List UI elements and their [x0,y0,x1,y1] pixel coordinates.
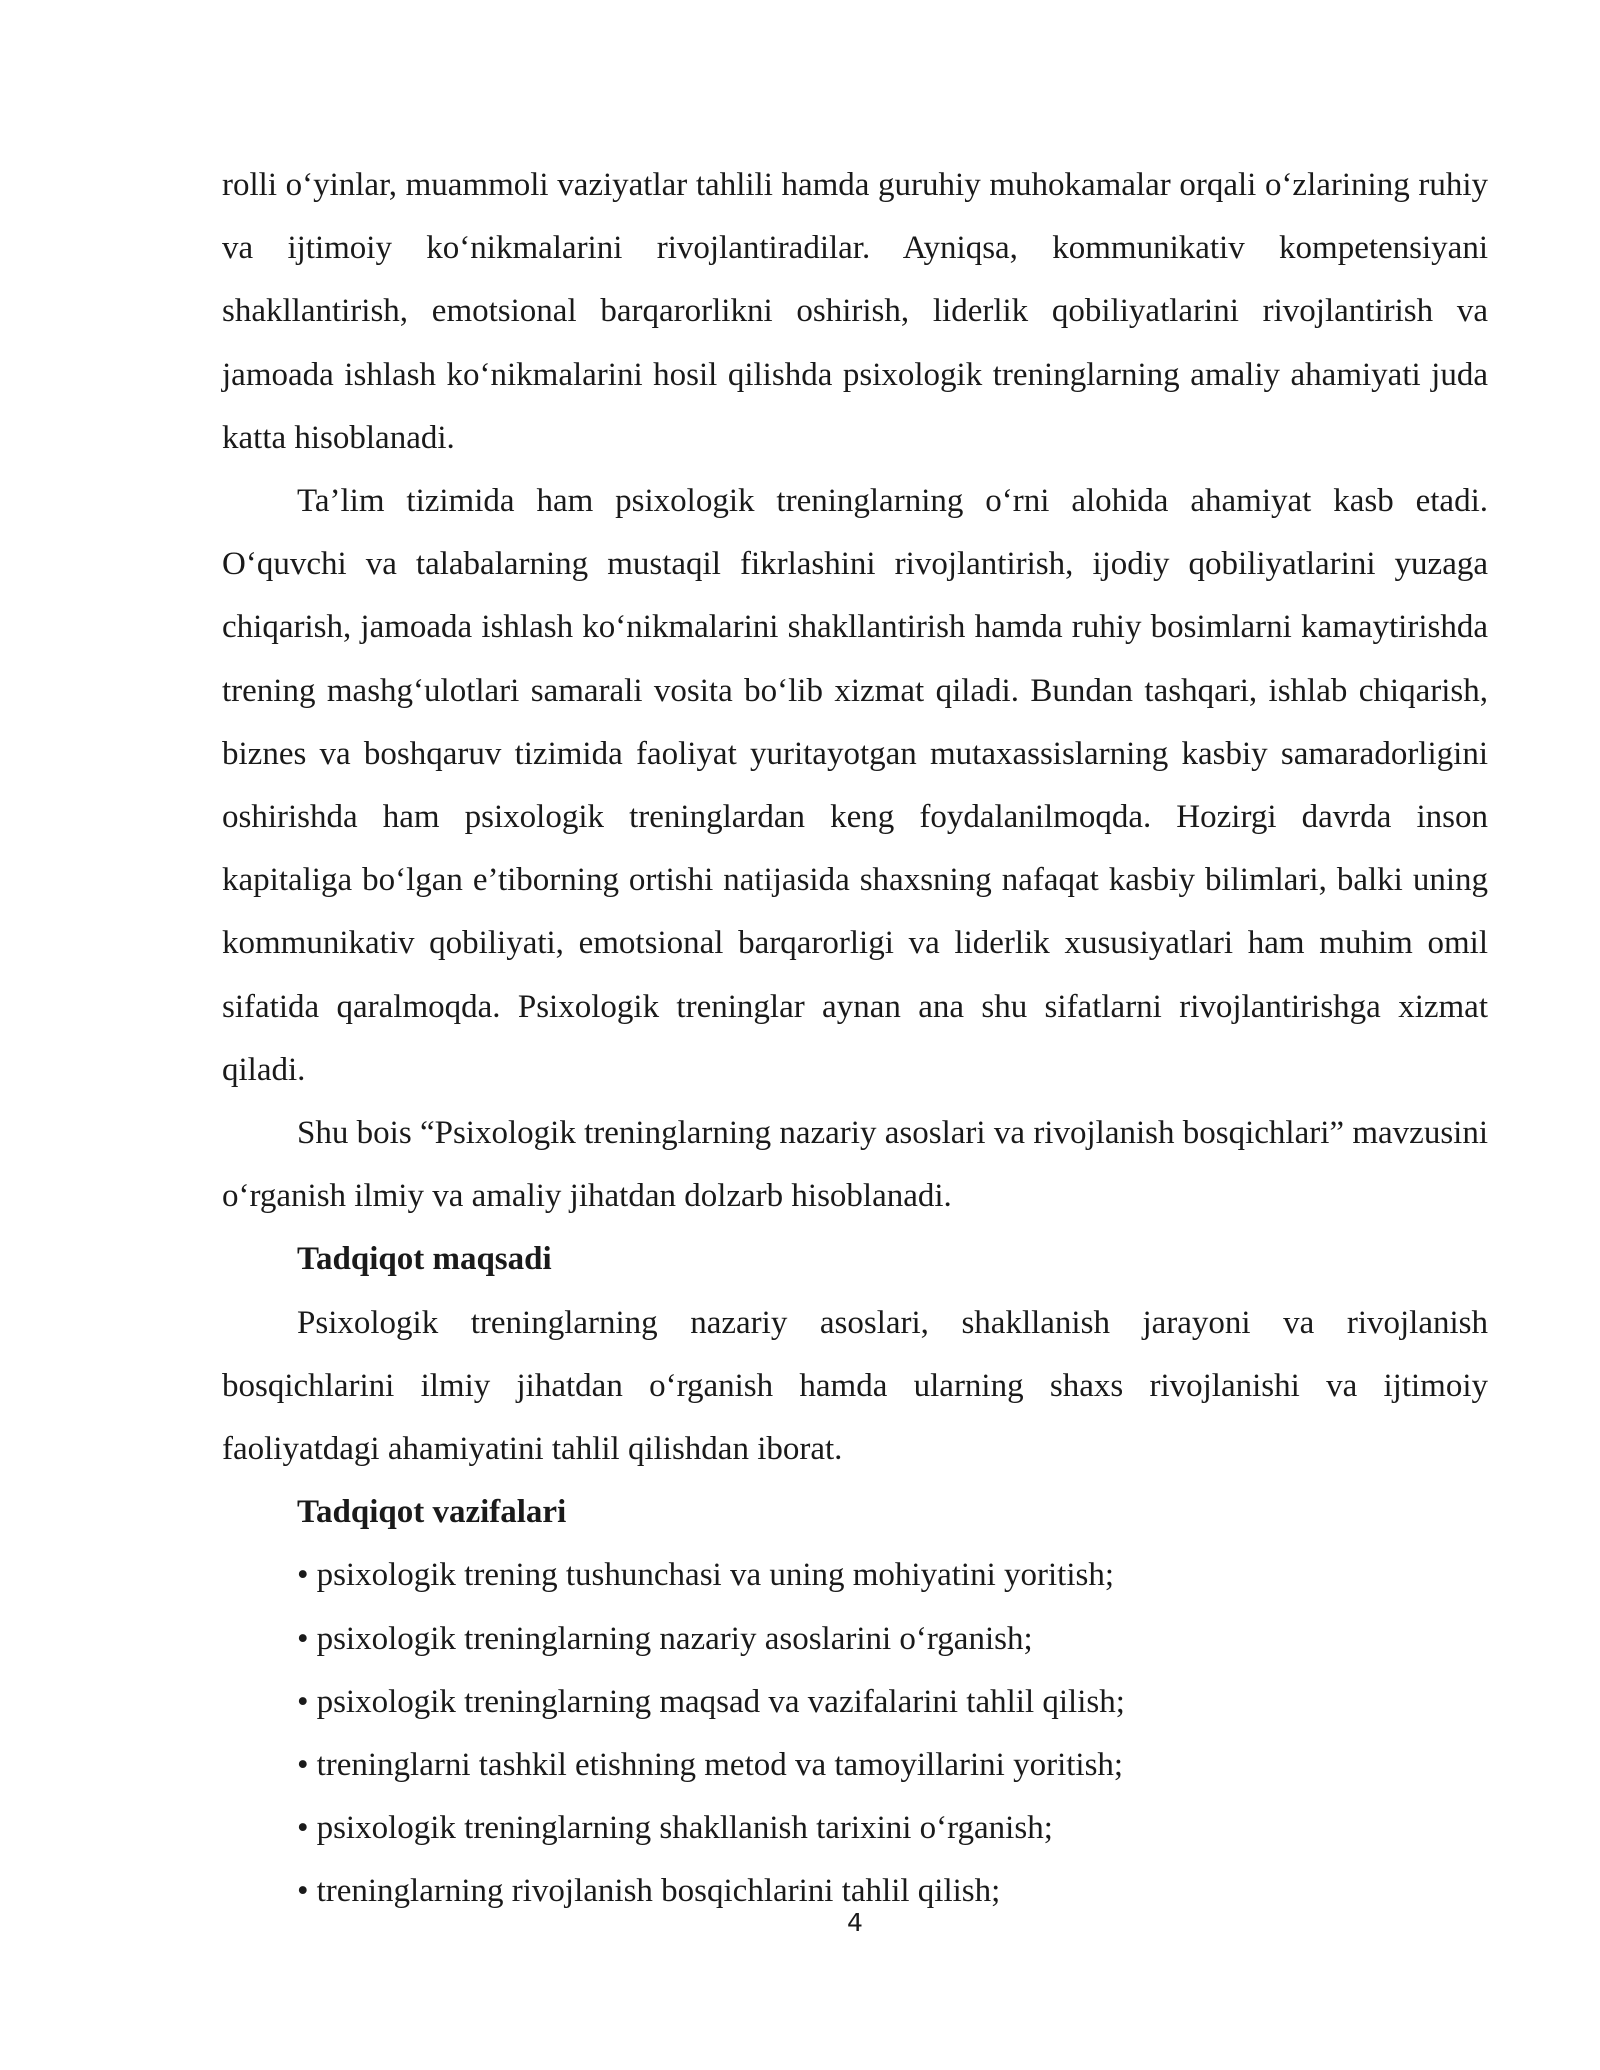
body-paragraph-1: rolli o‘yinlar, muammoli vaziyatlar tahlili hamda guruhiy muhokamalar orqali o‘zlarining ruhiy va ijtimoiy ko‘nikmalarini rivojlantiradilar. Ayniqsa, kommunikativ kompetensiyani shakllantirish, emotsional barqarorlikni oshirish, liderlik qobiliyatlarini rivojlantirish va jamoada ishlash ko‘nikmalarini hosil qilishda psixologik treninglarning amaliy ahamiyati juda katta hisoblanadi. [222,167,1488,456]
list-item [297,1797,1488,1860]
body-paragraph-2: Ta’lim tizimida ham psixologik treninglarning o‘rni alohida ahamiyat kasb etadi. O‘quvchi va talabalarning mustaqil fikrlashini rivojlantirish, ijodiy qobiliyatlarini yuzaga chiqarish, jamoada ishlash ko‘nikmalarini shakllantirish hamda ruhiy bosimlarni kamaytirishda trening mashg‘ulotlari samarali vosita bo‘lib xizmat qiladi. Bundan tashqari, ishlab chiqarish, biznes va boshqaruv tizimida faoliyat yuritayotgan mutaxassislarning kasbiy samaradorligini oshirishda ham psixologik treninglardan keng foydalanilmoqda. Hozirgi davrda inson kapitaliga bo‘lgan e’tiborning ortishi natijasida shaxsning nafaqat kasbiy bilimlari, balki uning kommunikativ qobiliyati, emotsional barqarorligi va liderlik xususiyatlari ham muhim omil sifatida qaralmoqda. Psixologik treninglar aynan ana shu sifatlarni rivojlantirishga xizmat qiladi. [222,483,1488,1088]
goal-heading: Tadqiqot maqsadi [297,1241,552,1278]
bullet-icon: • [297,1810,309,1847]
bullet-icon: • [297,1620,309,1657]
bullet-icon: • [297,1557,309,1594]
bullet-icon: • [297,1683,309,1720]
bullet-icon: • [297,1747,309,1784]
page-body [222,154,1488,1924]
body-paragraph-3: Shu bois “Psixologik treninglarning nazariy asoslari va rivojlanish bosqichlari” mavzusini o‘rganish ilmiy va amaliy jihatdan dolzarb hisoblanadi. [222,1115,1488,1215]
task-text: treninglarni tashkil etishning metod va tamoyillarini yoritish; [316,1747,1124,1784]
bullet-icon: • [297,1873,309,1910]
task-text: psixologik treninglarning shakllanish tarixini o‘rganish; [316,1810,1053,1847]
task-text: psixologik trening tushunchasi va uning mohiyatini yoritish; [316,1557,1115,1594]
list-item [297,1671,1488,1734]
list-item [297,1734,1488,1797]
task-text: psixologik treninglarning maqsad va vazifalarini tahlil qilish; [316,1683,1125,1720]
task-text: psixologik treninglarning nazariy asoslarini o‘rganish; [316,1620,1033,1657]
tasks-heading: Tadqiqot vazifalari [297,1494,567,1531]
list-item [297,1544,1488,1607]
list-item [297,1608,1488,1671]
task-text: treninglarning rivojlanish bosqichlarini tahlil qilish; [316,1873,1001,1910]
goal-paragraph: Psixologik treninglarning nazariy asoslari, shakllanish jarayoni va rivojlanish bosqichlarini ilmiy jihatdan o‘rganish hamda ularning shaxs rivojlanishi va ijtimoiy faoliyatdagi ahamiyatini tahlil qilishdan iborat. [222,1304,1488,1468]
page-number: 4 [847,1908,863,1937]
tasks-list [222,1544,1488,1923]
